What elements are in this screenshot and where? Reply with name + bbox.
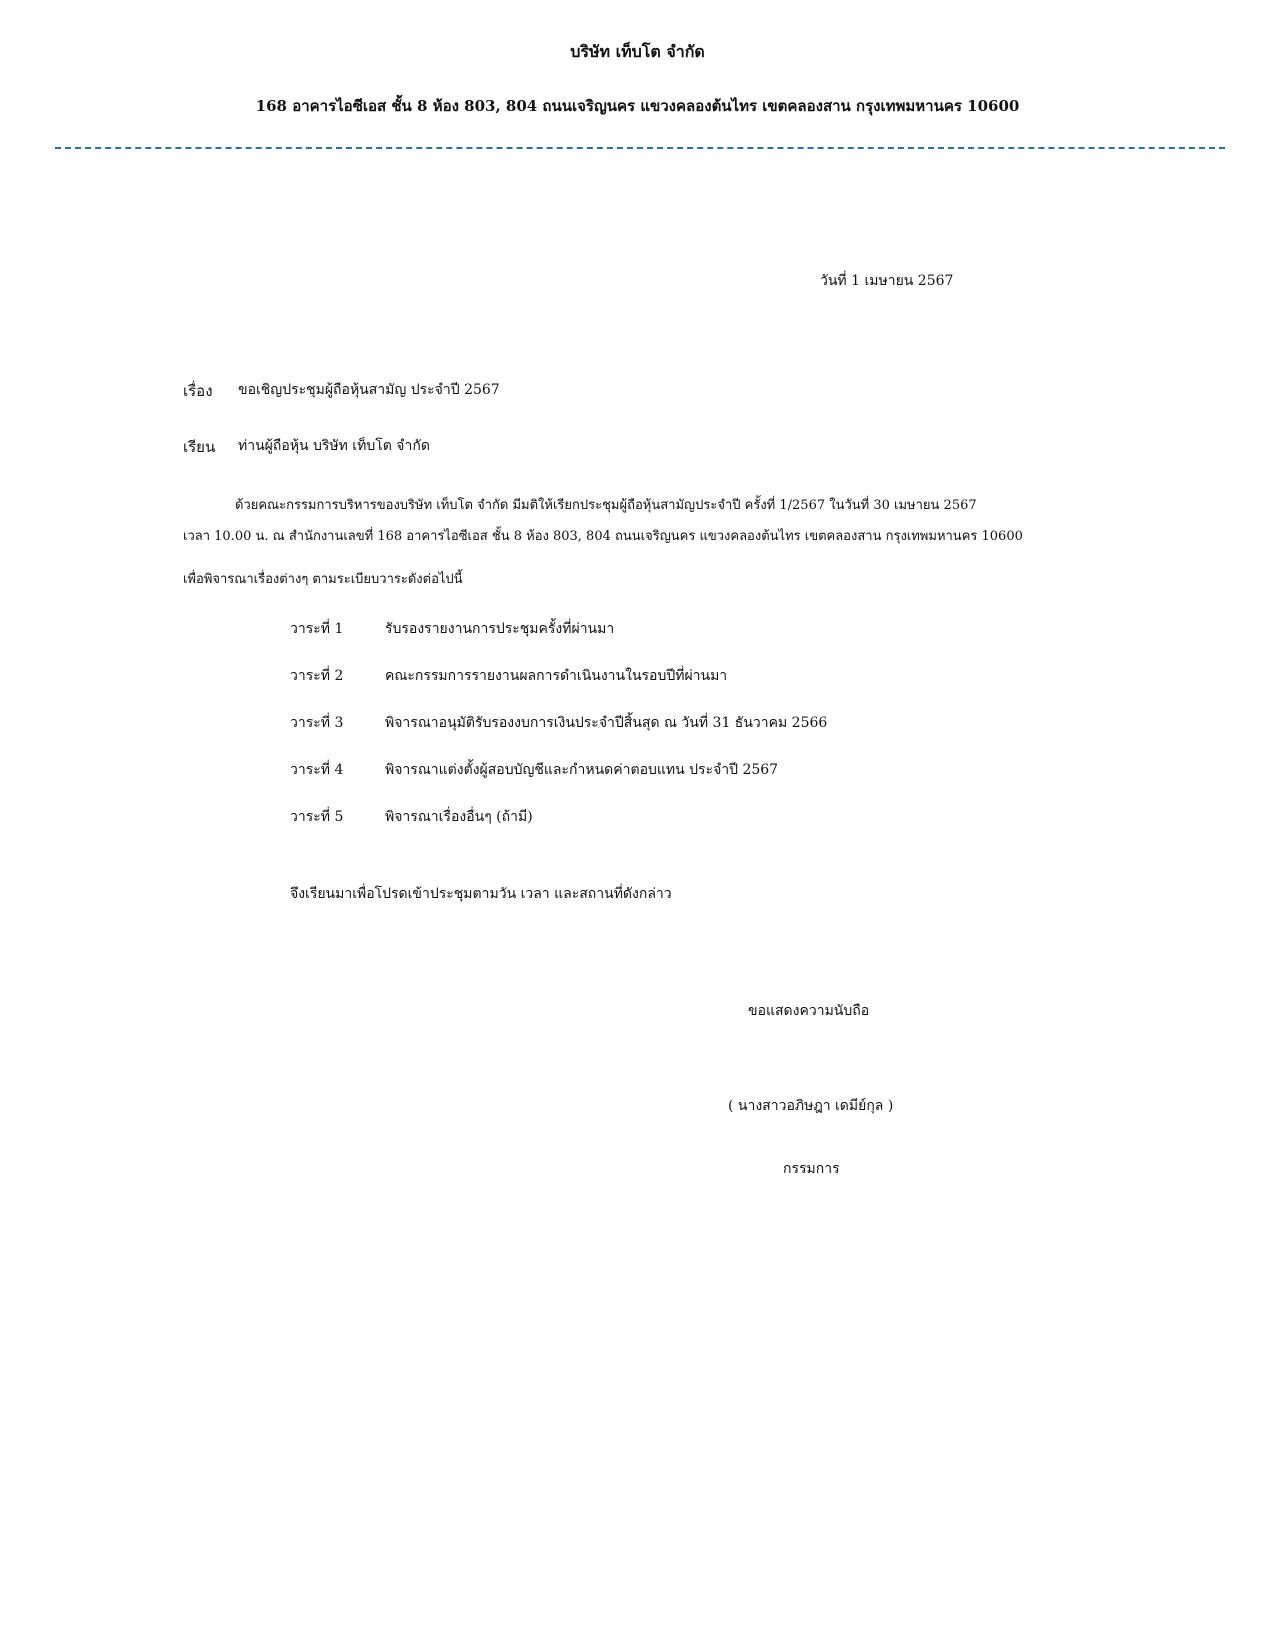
- subject-label: เรื่อง: [183, 382, 213, 400]
- agenda-item-label: วาระที่ 3: [290, 715, 344, 731]
- recipient-text: ท่านผู้ถือหุ้น บริษัท เท็บโต จำกัด: [238, 438, 430, 454]
- body-paragraph-line-1: ด้วยคณะกรรมการบริหารของบริษัท เท็บโต จำกัด มีมติให้เรียกประชุมผู้ถือหุ้นสามัญประจำปี ครั้งที่ 1/2567 ในวันที่ 30 เมษายน 2567: [235, 498, 977, 513]
- body-paragraph-line-3: เพื่อพิจารณาเรื่องต่างๆ ตามระเบียบวาระดังต่อไปนี้: [183, 572, 463, 587]
- agenda-item-text: คณะกรรมการรายงานผลการดำเนินงานในรอบปีที่ผ่านมา: [385, 668, 728, 684]
- agenda-item-text: พิจารณาแต่งตั้งผู้สอบบัญชีและกำหนดค่าตอบแทน ประจำปี 2567: [385, 762, 779, 778]
- agenda-item-text: รับรองรายงานการประชุมครั้งที่ผ่านมา: [385, 621, 615, 637]
- signature-respect: ขอแสดงความนับถือ: [748, 1003, 870, 1019]
- agenda-item-label: วาระที่ 2: [290, 668, 344, 684]
- agenda-item-text: พิจารณาเรื่องอื่นๆ (ถ้ามี): [385, 809, 533, 825]
- closing-sentence: จึงเรียนมาเพื่อโปรดเข้าประชุมตามวัน เวลา และสถานที่ดังกล่าว: [290, 886, 672, 902]
- agenda-item-text: พิจารณาอนุมัติรับรองงบการเงินประจำปีสิ้นสุด ณ วันที่ 31 ธันวาคม 2566: [385, 715, 828, 731]
- company-name: บริษัท เท็บโต จำกัด: [570, 42, 705, 61]
- agenda-item-label: วาระที่ 1: [290, 621, 344, 637]
- agenda-item-label: วาระที่ 4: [290, 762, 344, 778]
- subject-text: ขอเชิญประชุมผู้ถือหุ้นสามัญ ประจำปี 2567: [238, 382, 500, 398]
- recipient-label: เรียน: [183, 438, 216, 456]
- letter-date: วันที่ 1 เมษายน 2567: [820, 273, 954, 289]
- body-paragraph-line-2: เวลา 10.00 น. ณ สำนักงานเลขที่ 168 อาคารไอซีเอส ชั้น 8 ห้อง 803, 804 ถนนเจริญนคร แขวงคลองต้นไทร เขตคลองสาน กรุงเทพมหานคร 10600: [183, 529, 1023, 544]
- header-divider: [55, 147, 1225, 149]
- signer-title: กรรมการ: [783, 1161, 840, 1177]
- signer-name: ( นางสาวอภิษฎา เดมีย์กุล ): [728, 1098, 894, 1114]
- company-address: 168 อาคารไอซีเอส ชั้น 8 ห้อง 803, 804 ถนนเจริญนคร แขวงคลองต้นไทร เขตคลองสาน กรุงเทพมหานคร 10600: [255, 97, 1020, 115]
- agenda-item-label: วาระที่ 5: [290, 809, 344, 825]
